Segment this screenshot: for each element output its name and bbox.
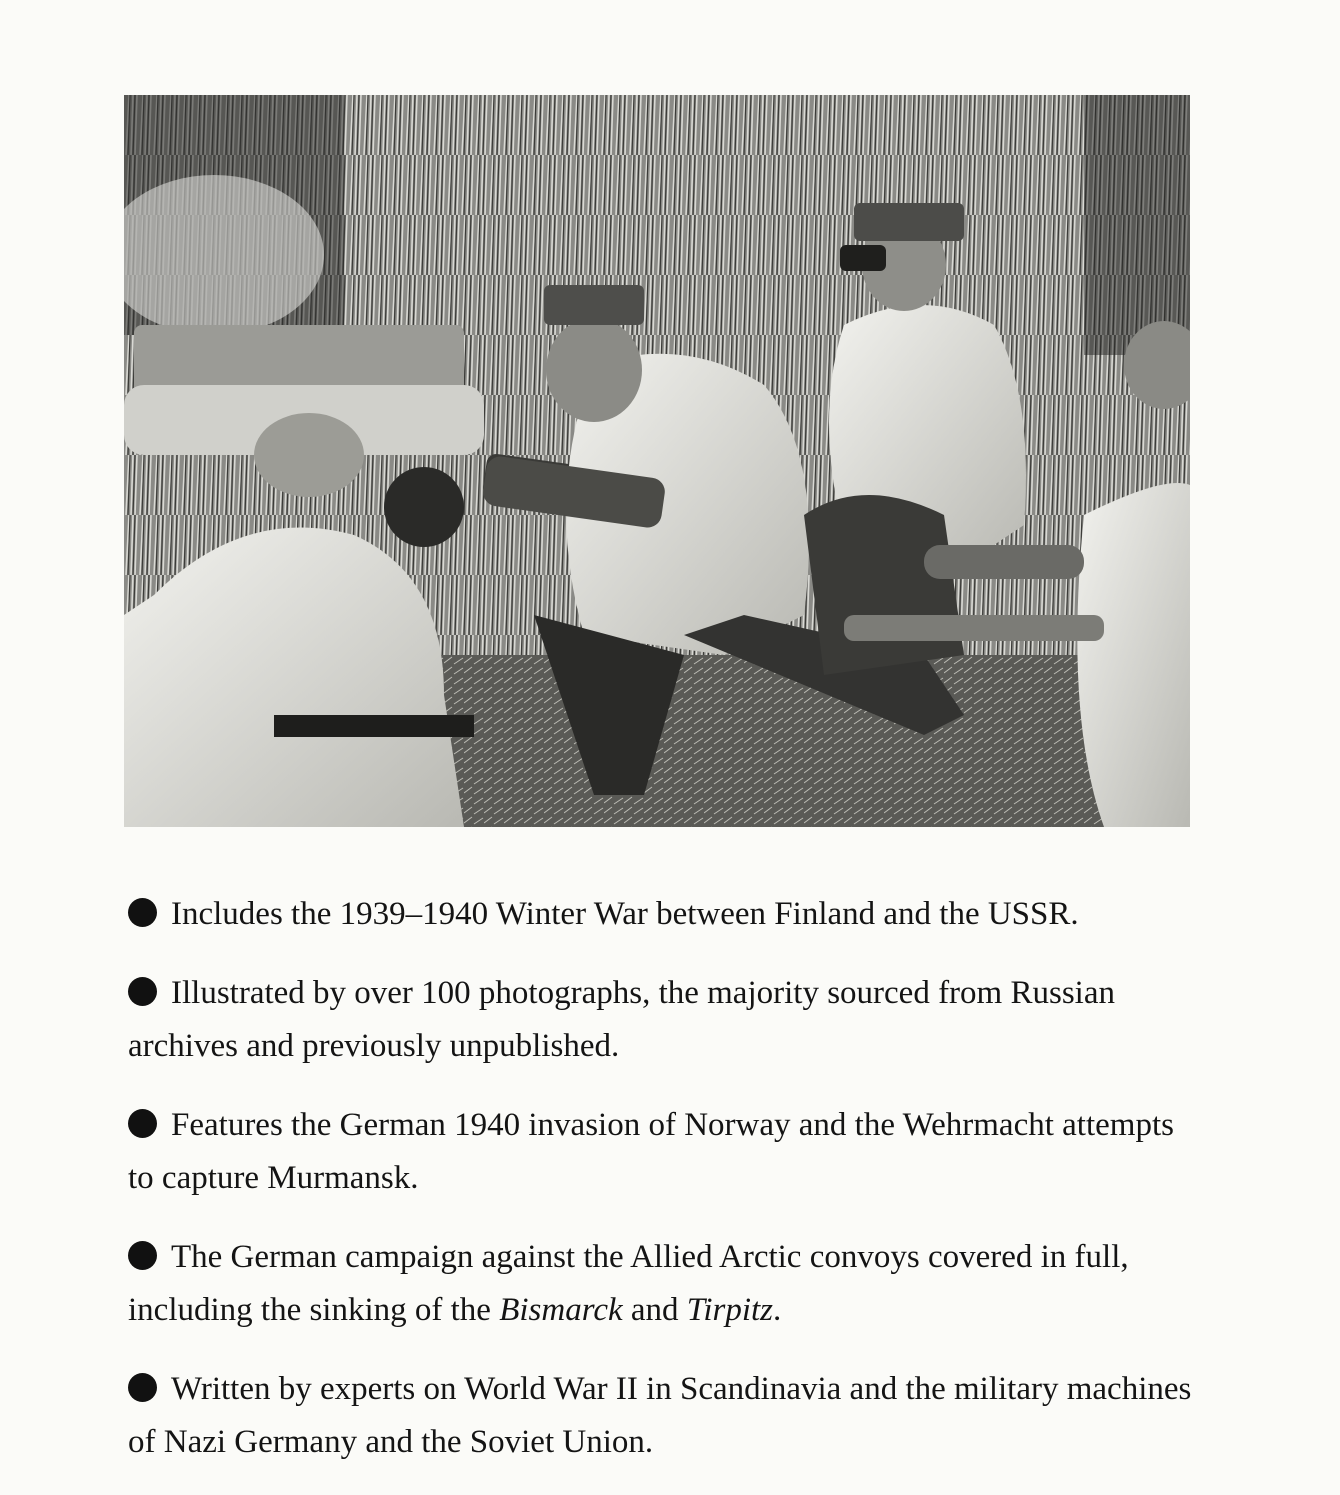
ship-name-bismarck: Bismarck: [499, 1292, 623, 1328]
bullet-text: Features the German 1940 invasion of Norway and the Wehrmacht attempts to capture Murmansk.: [128, 1107, 1174, 1196]
bullet-experts: [128, 1363, 1198, 1469]
bullet-dot-icon: [128, 898, 157, 927]
bullet-dot-icon: [128, 1373, 157, 1402]
bullet-winter-war: [128, 888, 1198, 941]
cover-photograph: [124, 95, 1190, 827]
bullet-text-part: and: [622, 1292, 687, 1328]
bullet-arctic-convoys: [128, 1231, 1198, 1337]
feature-bullet-list: [128, 888, 1198, 1495]
bullet-text-part: The German campaign against the Allied Arctic convoys covered in full, including the sinking of the: [128, 1239, 1129, 1328]
bullet-text: Written by experts on World War II in Scandinavia and the military machines of Nazi Germany and the Soviet Union.: [128, 1371, 1192, 1460]
bullet-dot-icon: [128, 977, 157, 1006]
bullet-text-part: .: [773, 1292, 782, 1328]
bullet-dot-icon: [128, 1241, 157, 1270]
soldiers-photograph-image: [124, 95, 1190, 827]
bullet-dot-icon: [128, 1109, 157, 1138]
bullet-photographs: [128, 967, 1198, 1073]
ship-name-tirpitz: Tirpitz: [686, 1292, 774, 1328]
bullet-text: Illustrated by over 100 photographs, the majority sourced from Russian archives and previously unpublished.: [128, 975, 1115, 1064]
bullet-norway-invasion: [128, 1099, 1198, 1205]
bullet-text: Includes the 1939–1940 Winter War between Finland and the USSR.: [171, 896, 1079, 932]
